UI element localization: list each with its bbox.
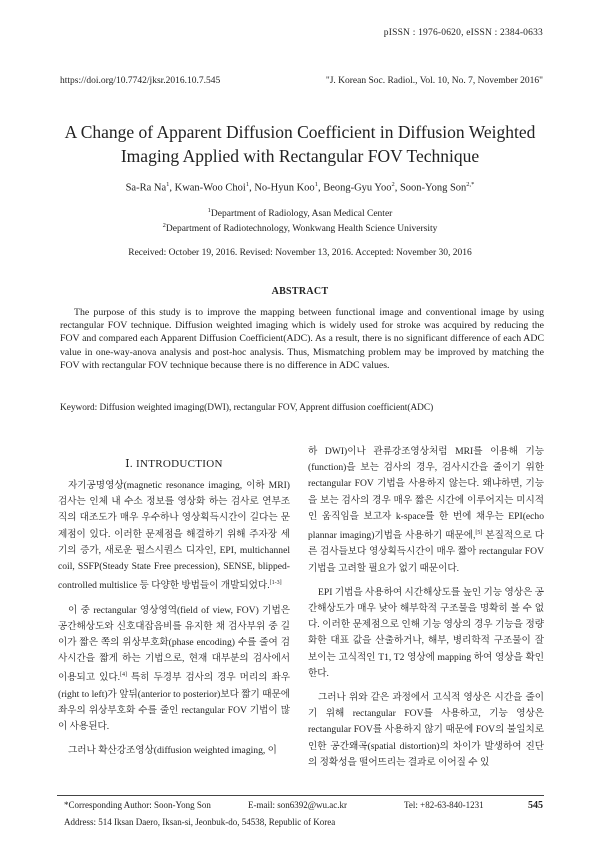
keywords: Keyword: Diffusion weighted imaging(DWI), rectangular FOV, Apprent diffusion coefficient(ADC) <box>60 403 434 413</box>
author-name: Kwan-Woo Choi <box>174 182 246 194</box>
author-affiliation-mark: 2,* <box>466 181 475 188</box>
paragraph-text: 이 중 rectangular 영상영역(field of view, FOV) 기법은 공간해상도와 신호대잡음비를 유지한 채 검사부위 중 길이가 짧은 쪽의 위상부호화(phase encoding) 수를 줄여 검사시간을 짧게 하는 기법으로, 현재 대부분의 검사에서 이용되고 있다. <box>58 604 290 684</box>
citation-ref: [4] <box>120 672 128 679</box>
author-affiliation-mark: 2 <box>391 181 395 188</box>
citation-ref: [1-3] <box>269 580 282 587</box>
paper-title <box>60 120 540 168</box>
intro-paragraph-4: EPI 기법을 사용하여 시간해상도를 높인 기능 영상은 공간해상도가 매우 낮아 해부학적 구조물을 명확히 볼 수 없다. 이러한 문제점으로 인해 기능 영상의 경우 기능을 정량화한 대표 값을 산출하거나, 해부, 병리학적 구조물이 잘 보이는 고식적인 T1, T2 영상에 mapping 하여 영상을 확인한다. <box>308 586 544 679</box>
affiliation-1 <box>60 207 540 219</box>
affiliation-mark: 2 <box>162 222 166 229</box>
journal-citation: "J. Korean Soc. Radiol., Vol. 10, No. 7, November 2016" <box>325 76 543 86</box>
author-name: Sa-Ra Na <box>125 182 167 194</box>
author-name: Soon-Yong Son <box>399 182 467 194</box>
right-column <box>308 444 544 771</box>
doi-link[interactable]: https://doi.org/10.7742/jksr.2016.10.7.545 <box>60 76 221 86</box>
intro-paragraph-5: 그러나 위와 같은 과정에서 고식적 영상은 시간을 줄이기 위해 rectangular FOV를 사용하고, 기능 영상은 rectangular FOV를 사용하지 않기 때문에 FOV의 불일치로 인한 공간왜곡(spatial distortion)의 차이가 발생하여 진단의 정확성을 떨어뜨리는 결과로 이어질 수 있 <box>308 692 544 768</box>
footer-divider <box>57 795 544 796</box>
author-list: Sa-Ra Na$^1$, Kwan-Woo Choi$^1$, No-Hyun Koo$^1$, Beong-Gyu Yoo$^2$, Soon-Yong Son$^{2,*}$ <box>125 181 475 194</box>
paragraph-text: 자기공명영상(magnetic resonance imaging, 이하 MRI) 검사는 인체 내 수소 정보를 영상화 하는 검사로 연부조직의 대조도가 매우 우수하나 영상획득시간이 길다는 문제점이 있다. 이러한 문제점을 해결하기 위해 주자장 세기의 증가, 새로운 펄스시퀀스 디자인, EPI, multichannel coil, SSFP(Steady State Free precession), SENSE, blipped-controlled multislice 등 다양한 방법들이 개발되었다. <box>58 480 290 592</box>
left-column <box>58 478 290 760</box>
affiliation-mark: 1 <box>207 207 211 214</box>
intro-paragraph-3: 그러나 확산강조영상(diffusion weighted imaging, 이 <box>68 745 277 757</box>
citation-ref: [5] <box>475 530 483 537</box>
author-name: Beong-Gyu Yoo <box>323 182 392 194</box>
paragraph-text: 본질적으로 다른 검사들보다 영상획득시간이 매우 짧아 rectangular FOV 기법을 고려할 필요가 없기 때문이다. <box>308 530 544 574</box>
section-heading-introduction: Ⅰ. INTRODUCTION <box>125 458 223 470</box>
intro-paragraph-3-cont <box>308 444 544 577</box>
author-affiliation-mark: 1 <box>245 181 250 188</box>
intro-paragraph-1 <box>58 478 290 595</box>
affiliation-text: Department of Radiotechnology, Wonkwang Health Science University <box>165 224 438 235</box>
author-affiliation-mark: 1 <box>166 181 170 188</box>
author-phone: Tel: +82-63-840-1231 <box>404 800 484 810</box>
paragraph-text: 하 DWI)이나 관류강조영상처럼 MRI를 이용해 기능(function)을 보는 검사의 경우, 검사시간을 줄이기 위한 rectangular FOV 기법을 사용하지 않는다. 왜냐하면, 기능을 보는 검사의 경우 매우 짧은 시간에 이루어지는 미시적인 움직임을 보고자 k-space를 한 번에 채우는 EPI(echo plannar imaging)기법을 사용하기 때문에, <box>308 446 544 542</box>
author-name: No-Hyun Koo <box>254 182 315 194</box>
corresponding-author: *Corresponding Author: Soon-Yong Son <box>64 800 211 810</box>
abstract-text: The purpose of this study is to improve the mapping between functional image and conventional image by using rectangular FOV technique. Diffusion weighted imaging which is widely used for stroke was acquired by reducing the FOV and compared each Apparent Diffusion Coefficient(ADC). As a result, there is no significant difference of each ADC value in one-way-anova analysis and post-hoc analysis. Thus, Mismatching problem may be improved by matching the FOV with rectangular FOV technique because there is no difference in ADC values. <box>60 307 544 371</box>
title-line-2: Imaging Applied with Rectangular FOV Technique <box>120 146 480 166</box>
author-affiliation-mark: 1 <box>314 181 318 188</box>
affiliation-2 <box>60 222 540 234</box>
received-dates: Received: October 19, 2016. Revised: November 13, 2016. Accepted: November 30, 2016 <box>128 248 472 258</box>
page-number: 545 <box>528 800 543 811</box>
abstract-heading: ABSTRACT <box>271 286 329 297</box>
author-email[interactable]: E-mail: son6392@wu.ac.kr <box>248 800 348 810</box>
title-line-1: A Change of Apparent Diffusion Coefficient in Diffusion Weighted <box>64 122 536 142</box>
intro-paragraph-2 <box>58 603 290 736</box>
affiliation-text: Department of Radiology, Asan Medical Center <box>210 209 393 220</box>
issn-line: pISSN : 1976-0620, eISSN : 2384-0633 <box>383 28 543 38</box>
author-address: Address: 514 Iksan Daero, Iksan-si, Jeonbuk-do, 54538, Republic of Korea <box>64 817 336 827</box>
paragraph-text: 특히 두경부 검사의 경우 머리의 좌우(right to left)가 앞뒤(anterior to posterior)보다 짧기 때문에 좌우의 위상부호화 수를 줄인 rectangular FOV 기법이 많이 사용된다. <box>58 672 291 733</box>
